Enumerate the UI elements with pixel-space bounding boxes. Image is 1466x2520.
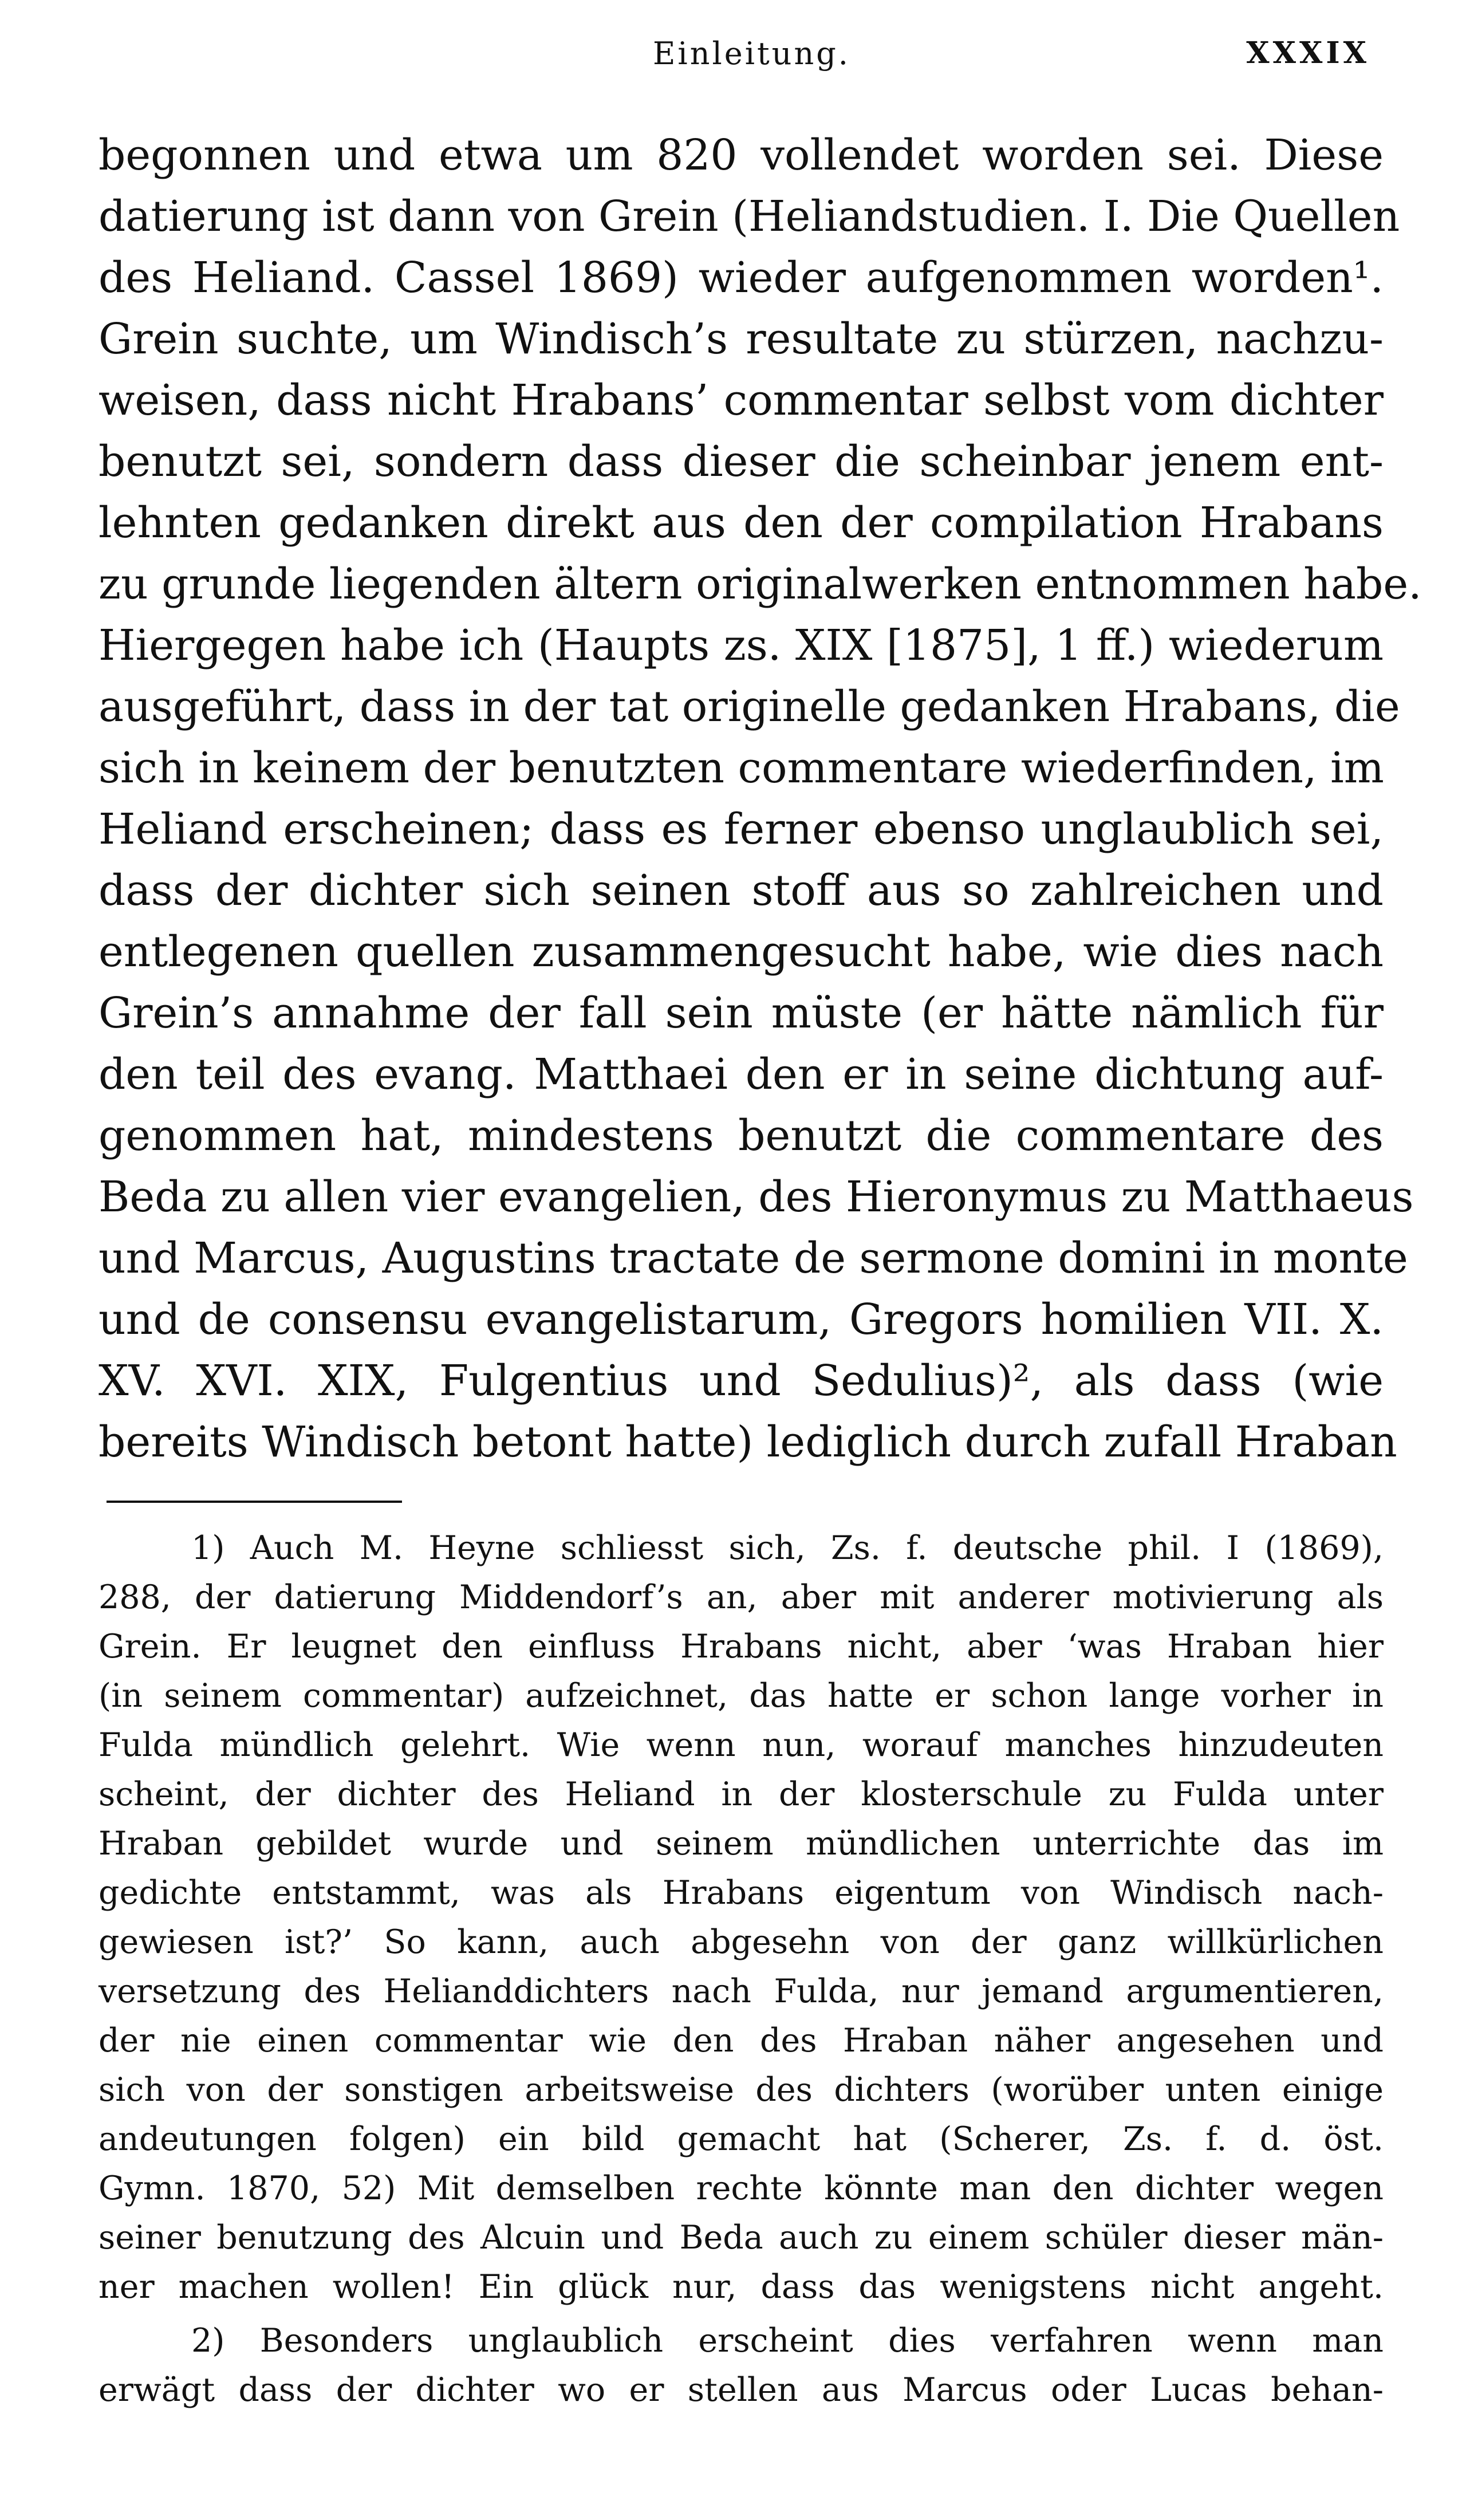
footnote-line: versetzung des Helianddichters nach Fulda, nur jemand argumentieren, [98,1972,1384,2010]
text-line: entlegenen quellen zusammengesucht habe, wie dies nach [98,927,1384,976]
footnote-line: erwägt dass der dichter wo er stellen aus Marcus oder Lucas behan- [98,2371,1384,2409]
text-line: und Marcus, Augustins tractate de sermone domini in monte [98,1234,1408,1283]
footnote-line: 2) Besonders unglaublich erscheint dies verfahren wenn man [191,2322,1384,2360]
text-line: benutzt sei, sondern dass dieser die scheinbar jenem ent- [98,437,1384,486]
text-line: datierung ist dann von Grein (Heliandstudien. I. Die Quellen [98,192,1400,241]
running-header [0,36,1466,87]
footnote-line: der nie einen commentar wie den des Hraban näher angesehen und [98,2022,1384,2060]
text-line: den teil des evang. Matthaei den er in seine dichtung auf- [98,1050,1384,1099]
footnote-line: gedichte entstammt, was als Hrabans eigentum von Windisch nach- [98,1874,1384,1912]
footnote-line: Grein. Er leugnet den einfluss Hrabans nicht, aber ‘was Hraban hier [98,1628,1384,1665]
text-line: Beda zu allen vier evangelien, des Hieronymus zu Matthaeus [98,1172,1414,1222]
main-text [98,125,1422,1473]
text-line: Grein’s annahme der fall sein müste (er hätte nämlich für [98,989,1384,1038]
footnote-line: 1) Auch M. Heyne schliesst sich, Zs. f. deutsche phil. I (1869), [191,1529,1384,1567]
footnote-line: (in seinem commentar) aufzeichnet, das hatte er schon lange vorher in [98,1677,1384,1715]
text-line: ausgeführt, dass in der tat originelle gedanken Hrabans, die [98,682,1400,731]
text-line: des Heliand. Cassel 1869) wieder aufgenommen worden¹. [98,253,1384,302]
footnote-line: sich von der sonstigen arbeitsweise des dichters (worüber unten einige [98,2071,1384,2109]
footnote-line: 288, der datierung Middendorf’s an, aber mit anderer motivierung als [98,1578,1384,1616]
running-title: Einleitung. [653,36,850,72]
text-line: XV. XVI. XIX, Fulgentius und Sedulius)², als dass (wie [98,1356,1384,1405]
text-line: Grein suchte, um Windisch’s resultate zu stürzen, nachzu- [98,314,1384,364]
text-line: begonnen und etwa um 820 vollendet worden sei. Diese [98,131,1384,180]
footnote-line: ner machen wollen! Ein glück nur, dass das wenigstens nicht angeht. [98,2268,1384,2306]
text-line: Heliand erscheinen; dass es ferner ebenso unglaublich sei, [98,805,1384,854]
text-line: genommen hat, mindestens benutzt die commentare des [98,1111,1384,1160]
footnote-line: andeutungen folgen) ein bild gemacht hat (Scherer, Zs. f. d. öst. [98,2120,1384,2158]
text-line: lehnten gedanken direkt aus den der compilation Hrabans [98,498,1384,548]
page-number: XXXIX [1246,36,1370,70]
text-line: weisen, dass nicht Hrabans’ commentar selbst vom dichter [98,376,1384,425]
text-line: bereits Windisch betont hatte) lediglich durch zufall Hraban [98,1418,1397,1467]
footnote-line: Gymn. 1870, 52) Mit demselben rechte könnte man den dichter wegen [98,2169,1384,2207]
text-line: dass der dichter sich seinen stoff aus so zahlreichen und [98,866,1384,915]
text-line: zu grunde liegenden ältern originalwerken entnommen habe. [98,560,1422,609]
footnote-line: scheint, der dichter des Heliand in der klosterschule zu Fulda unter [98,1775,1384,1813]
footnote-line: Fulda mündlich gelehrt. Wie wenn nun, worauf manches hinzudeuten [98,1726,1384,1764]
footnotes [98,1523,1384,2415]
text-line: sich in keinem der benutzten commentare wiederfinden, im [98,743,1384,793]
footnote-line: Hraban gebildet wurde und seinem mündlichen unterrichte das im [98,1825,1384,1863]
text-line: und de consensu evangelistarum, Gregors homilien VII. X. [98,1295,1384,1344]
footnote-line: gewiesen ist?’ So kann, auch abgesehn von der ganz willkürlichen [98,1923,1384,1961]
footnote-line: seiner benutzung des Alcuin und Beda auch zu einem schüler dieser män- [98,2219,1384,2257]
text-line: Hiergegen habe ich (Haupts zs. XIX [1875], 1 ff.) wiederum [98,621,1384,670]
footnote-separator [107,1501,402,1503]
